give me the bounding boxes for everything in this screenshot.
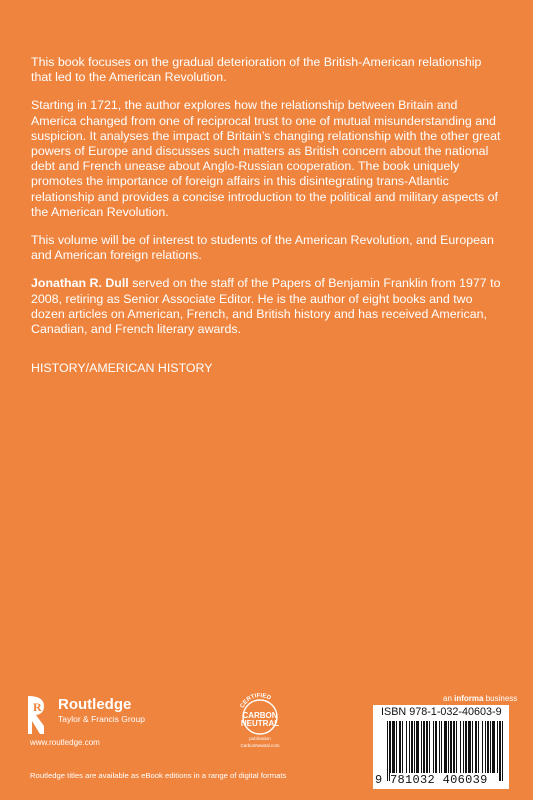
barcode-bar bbox=[468, 721, 471, 773]
publisher-logo bbox=[24, 692, 204, 742]
barcode-bar bbox=[392, 721, 395, 773]
barcode-bar bbox=[490, 721, 491, 773]
cert-line-4: CarbonNeutral.com bbox=[240, 743, 280, 748]
barcode-bar bbox=[448, 721, 449, 773]
blurb-paragraph-2: Starting in 1721, the author explores how the relationship between Britain and America changed from one of reciprocal trust to one of mutual misunderstanding and suspicion. It analyses the impact of Britain’s changing relationship with the other great powers of Europe and discusses such matters as British concern about the national debt and French unease about Anglo-Russian cooperation. The book uniquely promotes the importance of foreign affairs in this disintegrating trans-Atlantic relationship and provides a concise introduction to the political and military aspects of the American Revolution. bbox=[31, 98, 501, 219]
barcode-bar bbox=[396, 721, 397, 773]
informa-brand: informa bbox=[454, 694, 484, 703]
barcode-bar bbox=[439, 721, 440, 773]
barcode-bar bbox=[435, 721, 437, 773]
barcode-icon bbox=[387, 721, 503, 781]
cert-arc-text: CERTIFIED bbox=[239, 693, 272, 710]
barcode-bar bbox=[478, 721, 479, 773]
informa-prefix: an bbox=[443, 694, 455, 703]
barcode-digits-group-1: 781032 bbox=[390, 773, 436, 787]
barcode-bar bbox=[402, 721, 403, 773]
barcode-bar bbox=[399, 721, 401, 773]
barcode-digit-first: 9 bbox=[375, 773, 383, 787]
cert-line-2: NEUTRAL bbox=[240, 719, 280, 728]
ebook-note: Routledge titles are available as eBook editions in a range of digital formats bbox=[30, 771, 287, 780]
barcode-bar bbox=[497, 721, 498, 773]
cert-line-1: CARBON bbox=[242, 711, 278, 720]
barcode-bar bbox=[499, 721, 501, 781]
back-cover-blurb bbox=[31, 55, 503, 350]
subject-category: HISTORY/AMERICAN HISTORY bbox=[31, 361, 213, 375]
barcode-bar bbox=[429, 721, 430, 773]
barcode-bar bbox=[482, 721, 483, 773]
isbn-label: ISBN 978-1-032-40603-9 bbox=[381, 706, 502, 718]
barcode-bar bbox=[433, 721, 434, 773]
barcode-bar bbox=[450, 721, 452, 773]
barcode-bar bbox=[444, 721, 447, 773]
author-bio bbox=[31, 276, 503, 337]
barcode-bar bbox=[389, 721, 391, 781]
barcode-bar bbox=[472, 721, 473, 773]
barcode-bar bbox=[475, 721, 477, 773]
barcode-bar bbox=[387, 721, 388, 781]
carbon-neutral-seal-icon bbox=[232, 693, 288, 753]
barcode-bar bbox=[409, 721, 410, 773]
barcode-bar bbox=[487, 721, 489, 773]
barcode-bar bbox=[485, 721, 486, 773]
barcode-digits-group-2: 406039 bbox=[442, 773, 488, 787]
author-name: Jonathan R. Dull bbox=[31, 276, 129, 291]
routledge-logo-letter: R bbox=[33, 700, 42, 714]
barcode-bar bbox=[416, 721, 419, 773]
barcode-bar bbox=[453, 721, 455, 773]
barcode-digits bbox=[375, 773, 507, 787]
barcode-bar bbox=[411, 721, 413, 773]
barcode-bar bbox=[423, 721, 425, 773]
barcode-bar bbox=[441, 721, 442, 773]
barcode-bar bbox=[414, 721, 415, 773]
publisher-url: www.routledge.com bbox=[30, 738, 100, 747]
blurb-paragraph-3: This volume will be of interest to students of the American Revolution, and European and American foreign relations. bbox=[31, 233, 494, 263]
barcode-bar bbox=[406, 721, 407, 773]
barcode-bar bbox=[463, 721, 464, 773]
informa-business-line bbox=[443, 694, 517, 703]
barcode-bar bbox=[492, 721, 495, 773]
author-bio-text: served on the staff of the Papers of Benjamin Franklin from 1977 to 2008, retiring as Senior Associate Editor. He is the author of eight books and two dozen articles on American, French, and British history and has received American, Canadian, and French literary awards. bbox=[31, 276, 501, 337]
publisher-group: Taylor & Francis Group bbox=[58, 714, 145, 724]
barcode-bar bbox=[465, 721, 467, 773]
barcode-bar bbox=[421, 721, 422, 773]
publisher-name: Routledge bbox=[58, 696, 132, 713]
cert-line-3: publication bbox=[249, 736, 271, 741]
barcode-bar bbox=[502, 721, 503, 781]
informa-suffix: business bbox=[483, 694, 518, 703]
barcode-bar bbox=[456, 721, 457, 781]
routledge-logo-icon bbox=[24, 692, 48, 738]
barcode-bar bbox=[426, 721, 428, 773]
barcode-bar bbox=[460, 721, 461, 781]
blurb-paragraph-1: This book focuses on the gradual deterioration of the British-American relationship that led to the American Revolution. bbox=[31, 55, 482, 85]
isbn-barcode-box bbox=[373, 705, 509, 789]
